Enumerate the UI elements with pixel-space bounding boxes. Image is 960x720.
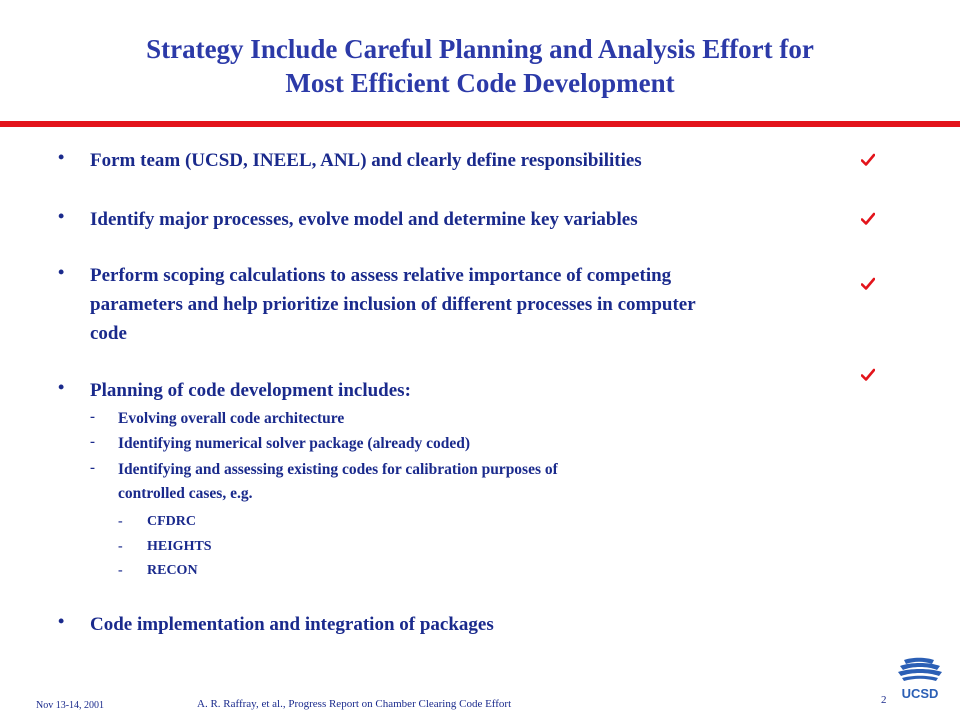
slide-title	[40, 32, 920, 100]
sub-item-dash: -	[90, 409, 95, 425]
sub-item-line: Identifying numerical solver package (already coded)	[118, 435, 471, 452]
bullet-marker: •	[58, 262, 65, 282]
bullet-line: Perform scoping calculations to assess relative importance of competing	[90, 265, 672, 286]
bullet-line: Identify major processes, evolve model and determine key variables	[90, 209, 638, 230]
ucsd-logo	[890, 656, 950, 704]
sub-sub-item-dash: -	[118, 514, 123, 529]
sub-sub-item-text: CFDRC	[147, 514, 196, 529]
check-icon	[861, 153, 875, 167]
bullet-text	[90, 146, 642, 175]
sub-item-dash: -	[90, 460, 95, 476]
title-divider	[0, 121, 960, 127]
sub-item-text	[118, 458, 558, 506]
check-icon	[861, 277, 875, 291]
bullet-text	[90, 205, 638, 234]
bullet-marker: •	[58, 611, 65, 631]
sub-sub-item-text: HEIGHTS	[147, 539, 212, 554]
bullet-line: Code implementation and integration of packages	[90, 614, 494, 635]
bullet-text	[90, 261, 696, 348]
sub-sub-item-text: RECON	[147, 563, 198, 578]
bullet-marker: •	[58, 147, 65, 167]
bullet-text	[90, 376, 411, 405]
title-line-1: Strategy Include Careful Planning and Analysis Effort for	[146, 34, 814, 64]
sub-item-line: Identifying and assessing existing codes for calibration purposes of	[118, 461, 558, 478]
bullet-line: Form team (UCSD, INEEL, ANL) and clearly define responsibilities	[90, 150, 642, 171]
bullet-marker: •	[58, 377, 65, 397]
bullet-marker: •	[58, 206, 65, 226]
sub-sub-item-dash: -	[118, 539, 123, 554]
footer-credit: A. R. Raffray, et al., Progress Report on Chamber Clearing Code Effort	[197, 698, 512, 710]
bullet-line: code	[90, 323, 127, 344]
sub-item-line: Evolving overall code architecture	[118, 410, 345, 427]
footer-date: Nov 13-14, 2001	[36, 700, 105, 711]
check-icon	[861, 368, 875, 382]
ucsd-logo-icon	[890, 656, 950, 704]
sub-sub-item-dash: -	[118, 563, 123, 578]
sub-item-text	[118, 407, 344, 431]
bullet-line: parameters and help prioritize inclusion of different processes in computer	[90, 294, 696, 315]
sub-item-dash: -	[90, 434, 95, 450]
page-number: 2	[881, 694, 887, 706]
logo-text: UCSD	[901, 686, 939, 701]
title-line-2: Most Efficient Code Development	[285, 68, 675, 98]
bullet-line: Planning of code development includes:	[90, 380, 411, 401]
sub-item-text	[118, 432, 470, 456]
check-icon	[861, 212, 875, 226]
bullet-text	[90, 610, 494, 639]
sub-item-line: controlled cases, e.g.	[118, 485, 253, 502]
